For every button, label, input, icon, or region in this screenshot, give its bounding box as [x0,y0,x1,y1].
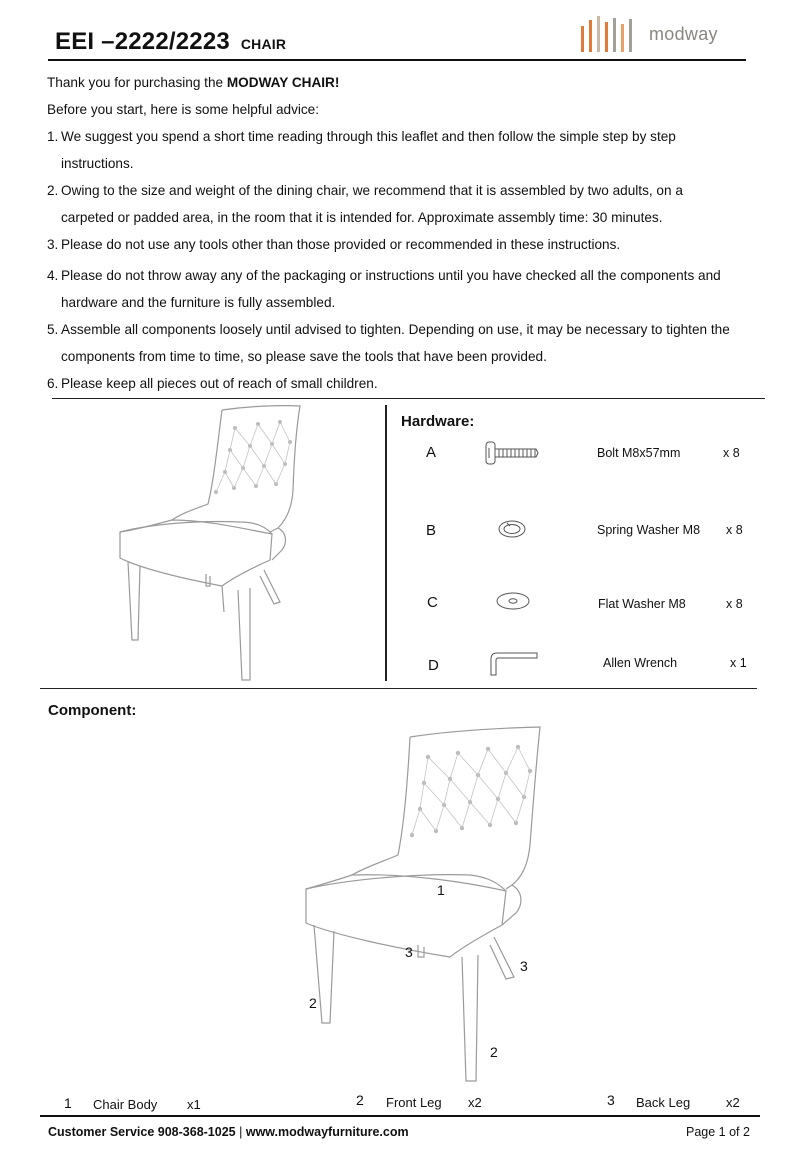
callout-back-leg-left: 3 [405,944,413,960]
advice-item: 2. Owing to the size and weight of the dining chair, we recommend that it is assembled by two adults, on a carpeted or padded area, in the room that it is intended for. Approximate assembly time: 30 minutes. [47,183,683,225]
hardware-heading: Hardware: [401,413,475,430]
advice-item: 6. Please keep all pieces out of reach of small children. [47,376,378,391]
footer-contact [48,1125,409,1139]
advice-item: 4. Please do not throw away any of the packaging or instructions until you have checked all the components and hardware and the furniture is fully assembled. [47,268,721,310]
footer-rule [40,1115,760,1117]
advice-item: 1. We suggest you spend a short time reading through this leaflet and then follow the simple step by step instructions. [47,129,676,171]
part-number-2: 2 [356,1092,364,1108]
bolt-icon [484,441,540,465]
part-number-3: 3 [607,1092,615,1108]
hardware-qty-c: x 8 [726,597,743,611]
hardware-letter-c: C [427,594,438,611]
hardware-qty-d: x 1 [730,656,747,670]
advice-item: 5. Assemble all components loosely until advised to tighten. Depending on use, it may be necessary to tighten the components from time to time, so please save the tools that have been provided. [47,322,730,364]
page-number: Page 1 of 2 [686,1125,750,1139]
product-type: CHAIR [240,36,287,52]
part-name-1: Chair Body [93,1097,158,1112]
brand-logo [578,14,728,58]
advice-lead: Before you start, here is some helpful advice: [47,102,320,117]
intro-advice [47,69,777,397]
hardware-name-b: Spring Washer M8 [597,523,701,537]
hardware-name-c: Flat Washer M8 [598,597,686,611]
component-heading: Component: [48,702,137,719]
callout-back-leg-right: 3 [520,958,528,974]
header-rule [48,59,746,61]
spring-washer-icon [496,518,528,540]
part-qty-3: x2 [726,1095,740,1110]
hardware-letter-d: D [428,657,439,674]
hardware-bottom-rule [40,688,757,689]
hardware-name-a: Bolt M8x57mm [597,446,681,460]
product-name-bold: MODWAY CHAIR! [226,75,340,90]
hardware-letter-b: B [426,522,437,539]
callout-front-leg-left: 2 [309,995,317,1011]
part-qty-2: x2 [468,1095,482,1110]
part-name-2: Front Leg [386,1095,442,1110]
thanks-line: Thank you for purchasing the MODWAY CHAIR! [47,75,340,90]
advice-item: 3. Please do not use any tools other than those provided or recommended in these instructions. [47,237,621,252]
chair-illustration-large-icon [300,725,550,1090]
part-name-3: Back Leg [636,1095,691,1110]
hardware-divider [385,405,387,681]
hardware-letter-a: A [426,444,437,461]
page-title [55,28,286,56]
footer-separator: | [239,1125,243,1139]
hardware-top-rule [52,398,765,399]
website-link[interactable]: www.modwayfurniture.com [245,1125,409,1139]
hardware-qty-a: x 8 [723,446,740,460]
hardware-qty-b: x 8 [726,523,743,537]
logo-bars-icon [578,14,648,58]
hardware-name-d: Allen Wrench [603,656,678,670]
callout-front-leg-right: 2 [490,1044,498,1060]
customer-service: Customer Service 908-368-1025 [48,1125,236,1139]
chair-illustration-small-icon [110,400,310,685]
part-qty-1: x1 [187,1097,201,1112]
advice-list [47,123,777,397]
model-number: EEI –2222/2223 [55,28,230,55]
brand-name: modway [649,24,718,44]
allen-wrench-icon [489,651,541,677]
flat-washer-icon [494,590,532,612]
callout-seat: 1 [437,882,445,898]
part-number-1: 1 [64,1095,72,1111]
